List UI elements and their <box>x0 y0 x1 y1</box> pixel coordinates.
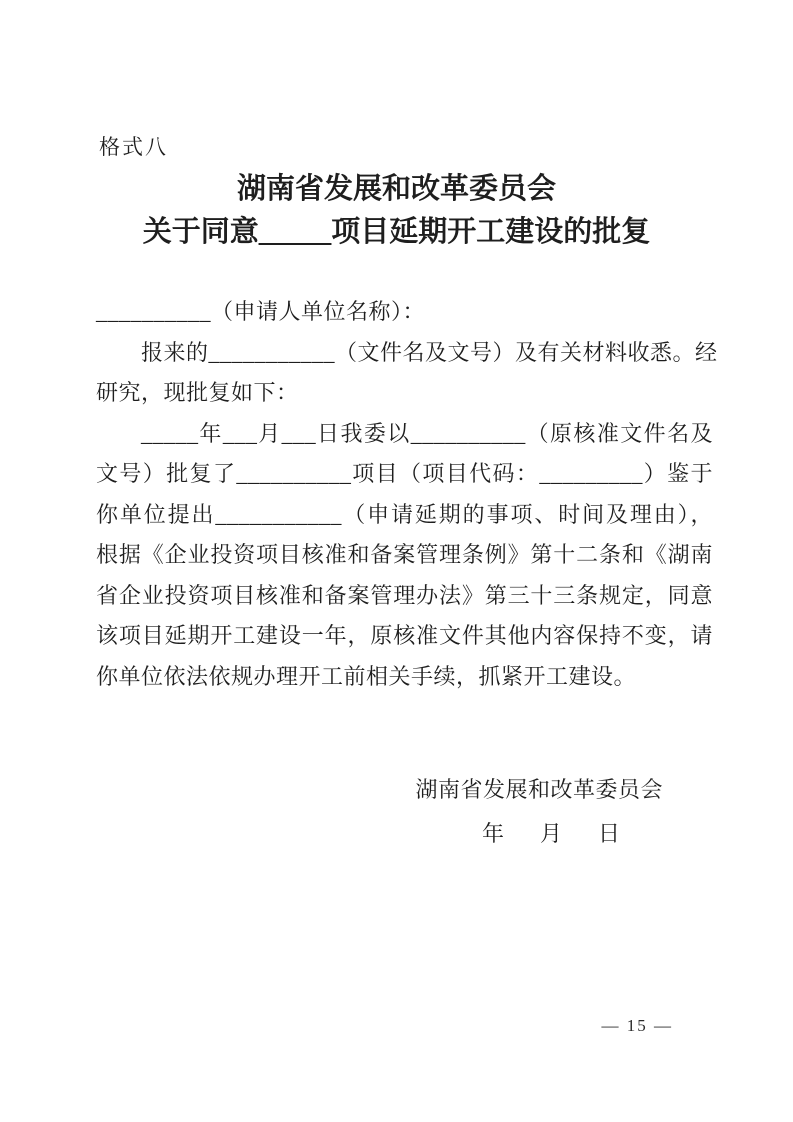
body-line: 你单位提出___________（申请延期的事项、时间及理由）， <box>96 501 713 527</box>
page-number: — 15 — <box>601 1016 673 1035</box>
body-line: 省企业投资项目核准和备案管理办法》第三十三条规定，同意 <box>96 582 713 608</box>
signature-org: 湖南省发展和改革委员会 <box>415 777 663 802</box>
body-line: 研究，现批复如下： <box>96 380 299 405</box>
format-label: 格式八 <box>99 136 168 159</box>
document-title-org: 湖南省发展和改革委员会 <box>236 173 556 205</box>
body-line: 该项目延期开工建设一年，原核准文件其他内容保持不变，请 <box>96 623 713 648</box>
signature-date: 年 月 日 <box>481 821 627 846</box>
body-line: __________（申请人单位名称）： <box>96 299 426 324</box>
document-title-subject: 关于同意_____项目延期开工建设的批复 <box>142 216 651 248</box>
body-line: 你单位依法依规办理开工前相关手续，抓紧开工建设。 <box>96 663 637 689</box>
body-line: _____年___月___日我委以__________（原核准文件名及 <box>141 420 713 446</box>
body-line: 根据《企业投资项目核准和备案管理条例》第十二条和《湖南 <box>96 542 713 567</box>
document-body <box>96 292 718 697</box>
body-line: 报来的___________（文件名及文号）及有关材料收悉。经 <box>141 339 718 365</box>
body-line: 文号）批复了__________项目（项目代码：_________）鉴于 <box>96 461 713 486</box>
